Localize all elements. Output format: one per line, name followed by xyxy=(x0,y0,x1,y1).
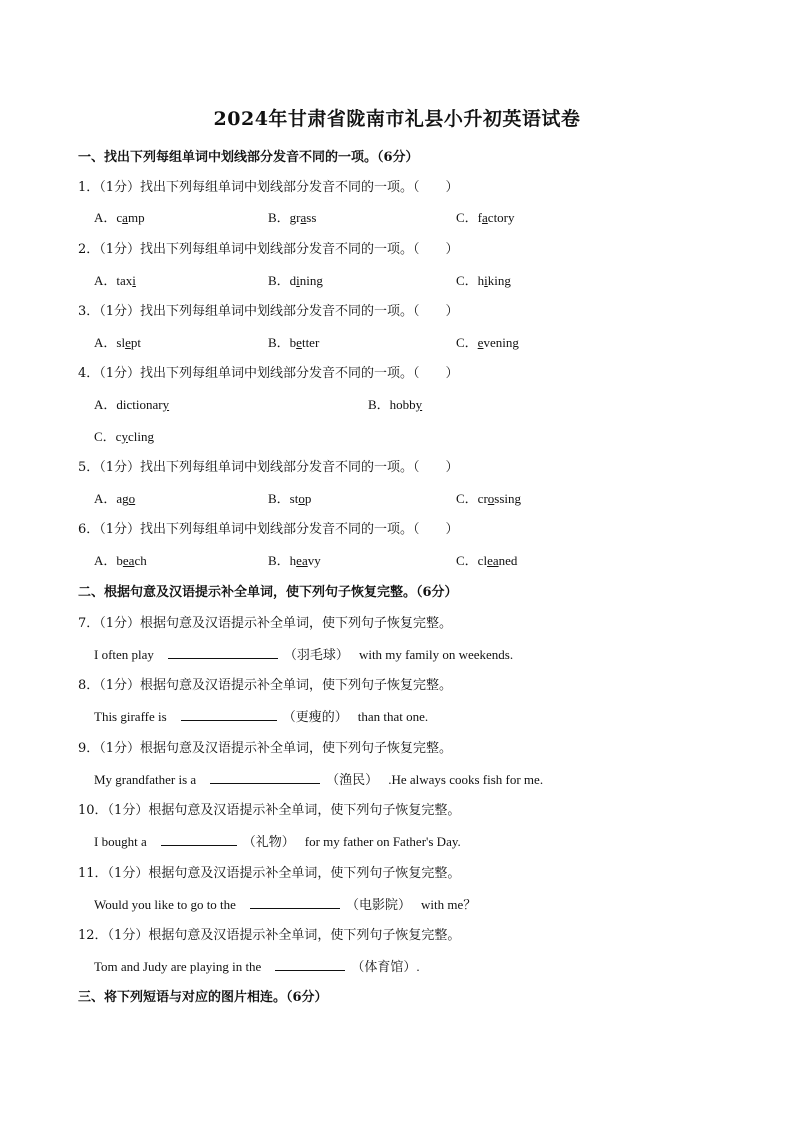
section-3-heading: 三、将下列短语与对应的图片相连。（6分） xyxy=(78,990,328,1005)
q8-answer-blank[interactable] xyxy=(181,708,277,721)
q2-option-b: B．dining xyxy=(268,273,323,288)
q7-sentence: I often play （羽毛球） with my family on weekends. xyxy=(94,647,514,662)
q4-option-b: B．hobby xyxy=(368,397,423,412)
question-6: 6．（1分）找出下列每组单词中划线部分发音不同的一项。（ ） xyxy=(78,522,459,537)
q1-option-c: C．factory xyxy=(456,210,515,225)
q12-sentence: Tom and Judy are playing in the （体育馆）. xyxy=(94,959,420,974)
q11-sentence: Would you like to go to the （电影院） with me？ xyxy=(94,897,477,912)
q10-answer-blank[interactable] xyxy=(161,833,237,846)
q5-option-c: C．crossing xyxy=(456,491,522,506)
q7-answer-blank[interactable] xyxy=(168,646,278,659)
q9-sentence: My grandfather is a （渔民） .He always cooks fish for me. xyxy=(94,772,544,787)
section-1-heading: 一、找出下列每组单词中划线部分发音不同的一项。（6分） xyxy=(78,150,419,165)
q3-option-c: C．evening xyxy=(456,335,519,350)
q2-option-c: C．hiking xyxy=(456,273,511,288)
question-3: 3．（1分）找出下列每组单词中划线部分发音不同的一项。（ ） xyxy=(78,304,459,319)
question-7: 7．（1分）根据句意及汉语提示补全单词，使下列句子恢复完整。 xyxy=(78,616,453,631)
question-4: 4．（1分）找出下列每组单词中划线部分发音不同的一项。（ ） xyxy=(78,366,459,381)
question-8: 8．（1分）根据句意及汉语提示补全单词，使下列句子恢复完整。 xyxy=(78,678,453,693)
question-11: 11．（1分）根据句意及汉语提示补全单词，使下列句子恢复完整。 xyxy=(78,866,461,881)
q10-sentence: I bought a （礼物） for my father on Father's Day. xyxy=(94,834,461,849)
q4-option-c: C．cycling xyxy=(94,429,154,444)
section-2-heading: 二、根据句意及汉语提示补全单词，使下列句子恢复完整。（6分） xyxy=(78,585,458,600)
q6-option-a: A．beach xyxy=(94,553,147,568)
question-9: 9．（1分）根据句意及汉语提示补全单词，使下列句子恢复完整。 xyxy=(78,741,453,756)
q4-option-a: A．dictionary xyxy=(94,397,170,412)
q3-option-b: B．better xyxy=(268,335,320,350)
q8-sentence: This giraffe is （更瘦的） than that one. xyxy=(94,709,429,724)
q6-option-c: C．cleaned xyxy=(456,553,518,568)
question-10: 10．（1分）根据句意及汉语提示补全单词，使下列句子恢复完整。 xyxy=(78,803,461,818)
q3-option-a: A．slept xyxy=(94,335,141,350)
question-2: 2．（1分）找出下列每组单词中划线部分发音不同的一项。（ ） xyxy=(78,242,459,257)
q9-answer-blank[interactable] xyxy=(210,771,320,784)
q5-option-b: B．stop xyxy=(268,491,312,506)
question-1: 1．（1分）找出下列每组单词中划线部分发音不同的一项。（ ） xyxy=(78,180,459,195)
page-title: 2024年甘肃省陇南市礼县小升初英语试卷 xyxy=(213,108,581,130)
q6-option-b: B．heavy xyxy=(268,553,321,568)
q11-answer-blank[interactable] xyxy=(250,896,340,909)
q1-option-a: A．camp xyxy=(94,210,145,225)
q12-answer-blank[interactable] xyxy=(275,958,345,971)
q5-option-a: A．ago xyxy=(94,491,136,506)
q1-option-b: B．grass xyxy=(268,210,317,225)
question-5: 5．（1分）找出下列每组单词中划线部分发音不同的一项。（ ） xyxy=(78,460,459,475)
q2-option-a: A．taxi xyxy=(94,273,136,288)
question-12: 12．（1分）根据句意及汉语提示补全单词，使下列句子恢复完整。 xyxy=(78,928,461,943)
